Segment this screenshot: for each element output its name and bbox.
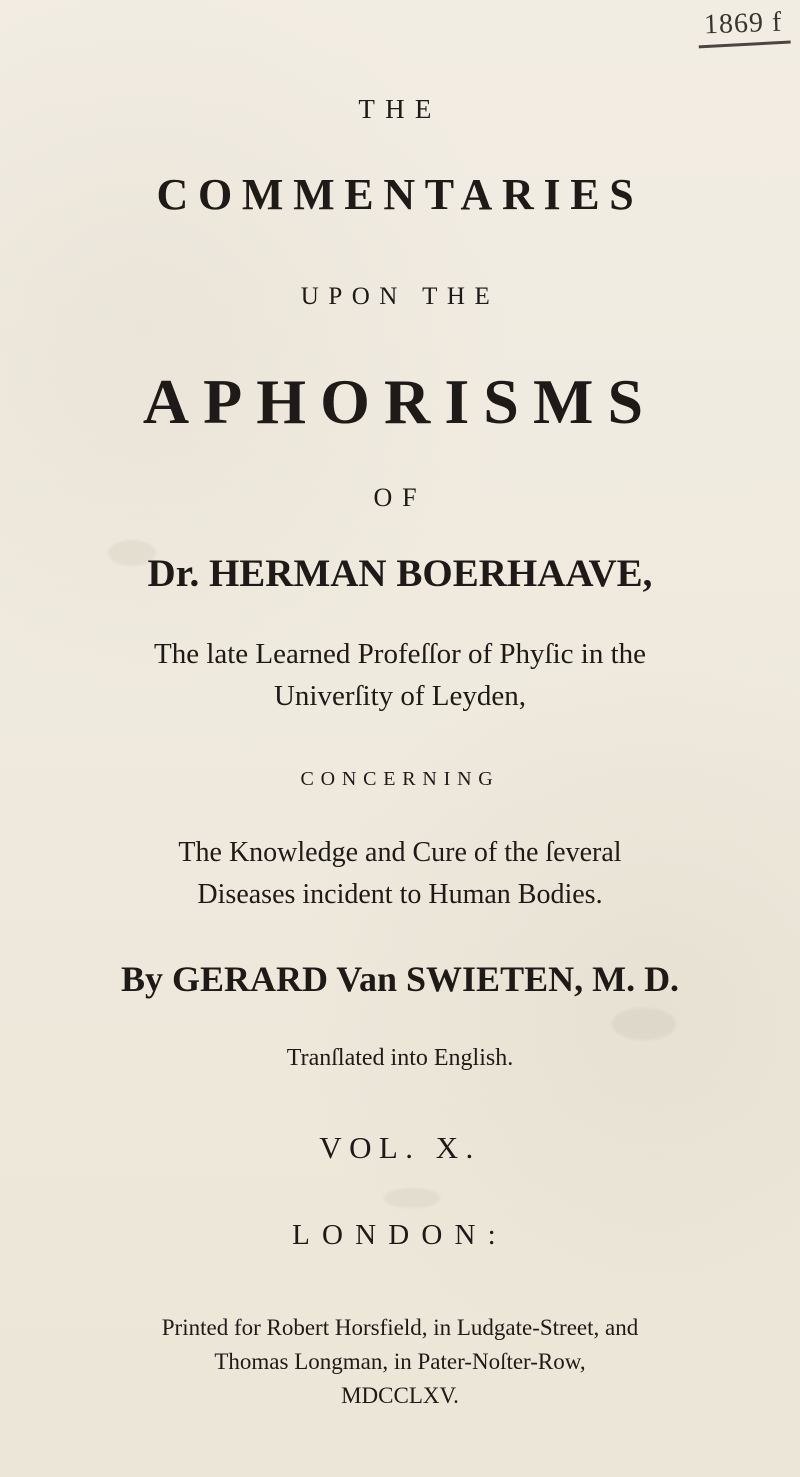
subject-line-1: The Knowledge and Cure of the ſeveral <box>178 837 622 868</box>
title-aphorisms: APHORISMS <box>142 366 658 437</box>
imprint-line-2: Thomas Longman, in Pater-Noſter-Row, <box>214 1349 586 1374</box>
paper-smudge <box>384 1188 440 1208</box>
author-description-line-2: Univerſity of Leyden, <box>273 680 527 712</box>
title-upon-the: UPON THE <box>300 283 500 310</box>
volume-label: VOL. X. <box>319 1130 481 1165</box>
translated-line: Tranſlated into English. <box>286 1045 514 1071</box>
paper-smudge <box>612 1008 676 1040</box>
title-commentaries: COMMENTARIES <box>156 170 644 219</box>
imprint-city: LONDON: <box>292 1219 508 1251</box>
author-description-line-1: The late Learned Profeſſor of Phyſic in the <box>153 638 647 670</box>
imprint-line-1: Printed for Robert Horsfield, in Ludgate-Street, and <box>161 1315 639 1340</box>
concerning-heading: CONCERNING <box>300 768 500 790</box>
translator-line: By GERARD Van SWIETEN, M. D. <box>120 959 680 999</box>
shelf-mark: 1869 f <box>703 6 783 41</box>
title-of: OF <box>373 483 427 512</box>
title-the: THE <box>358 94 442 124</box>
imprint-line-3: MDCCLXV. <box>341 1383 459 1408</box>
author-name: Dr. HERMAN BOERHAAVE, <box>147 552 653 595</box>
subject-line-2: Diseases incident to Human Bodies. <box>197 879 603 910</box>
